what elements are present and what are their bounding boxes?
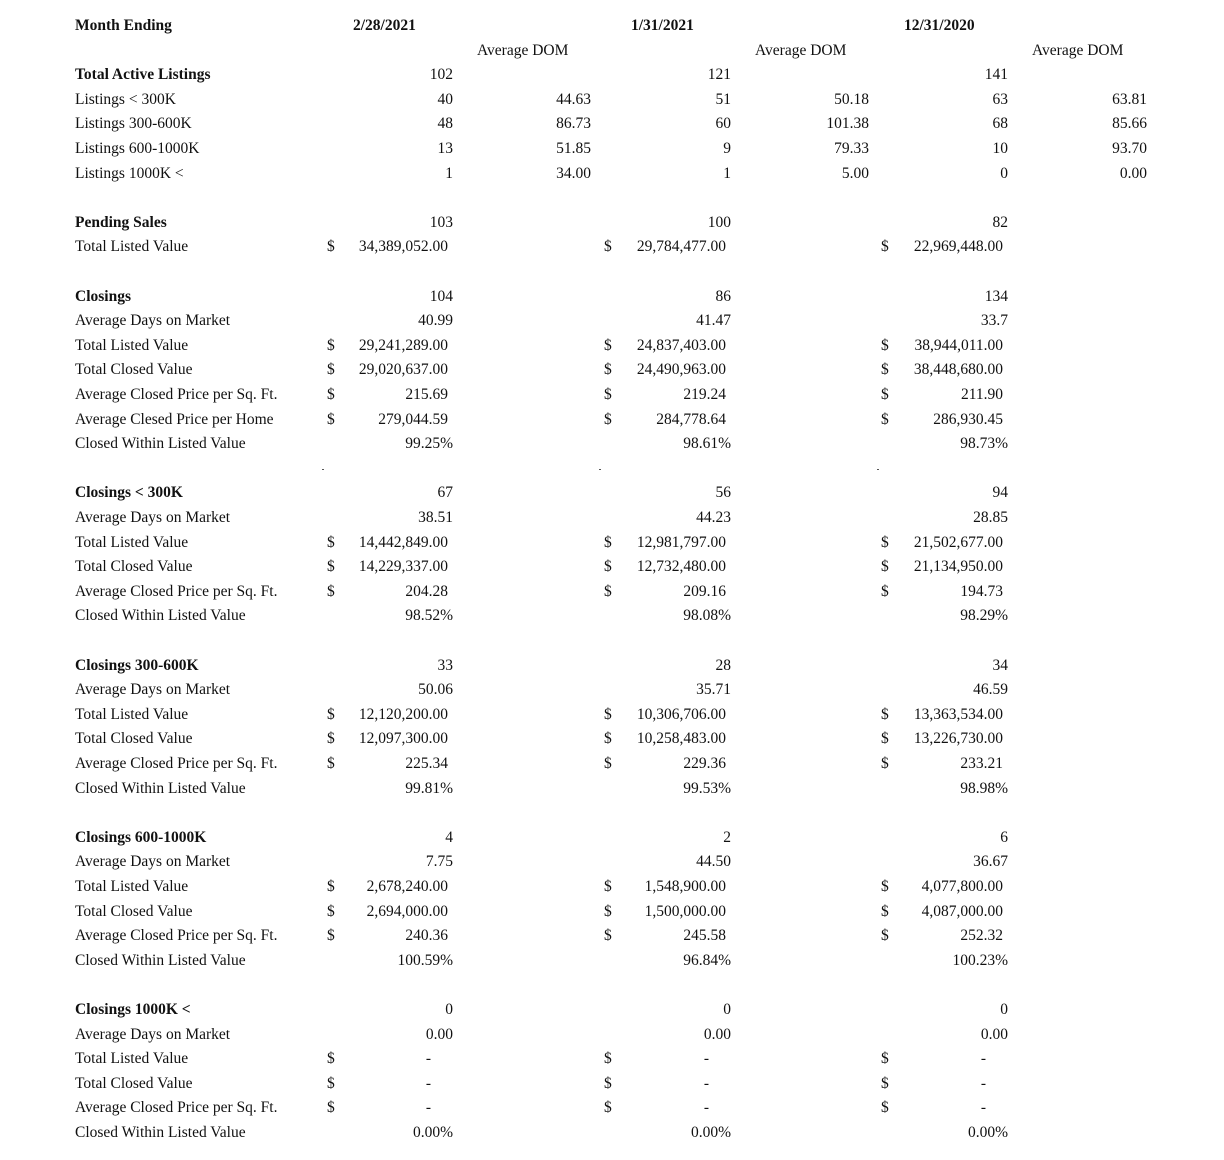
row-value: 279,044.59 bbox=[378, 411, 448, 428]
row-value: 0 bbox=[1000, 165, 1008, 182]
row-value: 4,077,800.00 bbox=[921, 878, 1003, 895]
section-total: 86 bbox=[715, 288, 731, 305]
section-total: 33 bbox=[437, 657, 453, 674]
section-title: Pending Sales bbox=[75, 214, 167, 231]
row-value: 40 bbox=[437, 91, 453, 108]
currency-symbol: $ bbox=[881, 558, 889, 575]
currency-symbol: $ bbox=[881, 238, 889, 255]
currency-symbol: $ bbox=[327, 558, 335, 575]
row-value: 98.29% bbox=[960, 607, 1008, 624]
section-total: 104 bbox=[429, 288, 453, 305]
currency-symbol: $ bbox=[604, 706, 612, 723]
currency-symbol: $ bbox=[881, 583, 889, 600]
row-value: 21,502,677.00 bbox=[913, 534, 1003, 551]
row-average-dom: 50.18 bbox=[834, 91, 869, 108]
row-value: 13,363,534.00 bbox=[913, 706, 1003, 723]
row-label: Average Closed Price per Sq. Ft. bbox=[75, 927, 278, 944]
row-value: 225.34 bbox=[405, 755, 448, 772]
row-value: 14,229,337.00 bbox=[358, 558, 448, 575]
row-value: 98.98% bbox=[960, 780, 1008, 797]
section-total: 0 bbox=[723, 1001, 731, 1018]
row-label: Total Closed Value bbox=[75, 1075, 193, 1092]
month-ending-label: Month Ending bbox=[75, 17, 172, 34]
row-value: 34,389,052.00 bbox=[358, 238, 448, 255]
row-value: 209.16 bbox=[683, 583, 726, 600]
row-value: 0.00 bbox=[980, 1026, 1008, 1043]
section-total: 94 bbox=[992, 484, 1008, 501]
period-header: 2/28/2021 bbox=[353, 17, 416, 34]
row-label: Listings 300-600K bbox=[75, 115, 192, 132]
currency-symbol: $ bbox=[327, 730, 335, 747]
row-average-dom: 101.38 bbox=[826, 115, 869, 132]
row-value: 22,969,448.00 bbox=[913, 238, 1003, 255]
section-total: 56 bbox=[715, 484, 731, 501]
row-value: 13 bbox=[437, 140, 453, 157]
period-header: 12/31/2020 bbox=[904, 17, 975, 34]
currency-symbol: $ bbox=[604, 1050, 612, 1067]
currency-symbol: $ bbox=[327, 1099, 335, 1116]
currency-symbol: $ bbox=[604, 730, 612, 747]
row-value: 24,490,963.00 bbox=[636, 361, 726, 378]
currency-symbol: $ bbox=[604, 755, 612, 772]
section-total: 100 bbox=[707, 214, 731, 231]
currency-symbol: $ bbox=[327, 1075, 335, 1092]
section-title: Closings 600-1000K bbox=[75, 829, 207, 846]
row-label: Total Listed Value bbox=[75, 706, 189, 723]
currency-symbol: $ bbox=[881, 361, 889, 378]
row-value: 33.7 bbox=[980, 312, 1008, 329]
currency-symbol: $ bbox=[604, 878, 612, 895]
row-value: 12,120,200.00 bbox=[358, 706, 448, 723]
row-average-dom: 34.00 bbox=[556, 165, 591, 182]
section-total: 82 bbox=[992, 214, 1008, 231]
row-value: 1 bbox=[445, 165, 453, 182]
row-value: - bbox=[425, 1075, 431, 1092]
separator-tick bbox=[322, 469, 324, 470]
row-value: 98.52% bbox=[405, 607, 453, 624]
row-label: Total Listed Value bbox=[75, 1050, 189, 1067]
row-value: 99.81% bbox=[405, 780, 453, 797]
row-label: Average Closed Price per Sq. Ft. bbox=[75, 755, 278, 772]
row-value: 63 bbox=[992, 91, 1008, 108]
currency-symbol: $ bbox=[604, 1099, 612, 1116]
section-title: Closings bbox=[75, 288, 131, 305]
row-label: Listings 600-1000K bbox=[75, 140, 200, 157]
row-label: Total Listed Value bbox=[75, 878, 189, 895]
row-value: 99.25% bbox=[405, 435, 453, 452]
row-value: 7.75 bbox=[425, 853, 453, 870]
row-value: 46.59 bbox=[973, 681, 1008, 698]
section-total: 6 bbox=[1000, 829, 1008, 846]
row-average-dom: 86.73 bbox=[556, 115, 591, 132]
section-total: 4 bbox=[445, 829, 453, 846]
row-value: 44.50 bbox=[696, 853, 731, 870]
row-value: 10 bbox=[992, 140, 1008, 157]
currency-symbol: $ bbox=[881, 903, 889, 920]
row-value: 0.00% bbox=[690, 1124, 731, 1141]
section-total: 103 bbox=[429, 214, 453, 231]
row-value: 0.00 bbox=[703, 1026, 731, 1043]
row-value: 68 bbox=[992, 115, 1008, 132]
row-value: - bbox=[703, 1075, 709, 1092]
row-label: Listings 1000K < bbox=[75, 165, 184, 182]
row-value: 240.36 bbox=[405, 927, 448, 944]
section-title: Closings < 300K bbox=[75, 484, 183, 501]
section-total: 121 bbox=[707, 66, 731, 83]
row-value: 12,097,300.00 bbox=[358, 730, 448, 747]
row-value: - bbox=[980, 1099, 986, 1116]
row-value: 2,678,240.00 bbox=[366, 878, 448, 895]
row-average-dom: 79.33 bbox=[834, 140, 869, 157]
currency-symbol: $ bbox=[881, 1075, 889, 1092]
row-value: 96.84% bbox=[683, 952, 731, 969]
row-label: Listings < 300K bbox=[75, 91, 176, 108]
separator-tick bbox=[877, 469, 879, 470]
row-label: Average Days on Market bbox=[75, 681, 231, 698]
currency-symbol: $ bbox=[327, 927, 335, 944]
section-total: 102 bbox=[429, 66, 453, 83]
row-value: 284,778.64 bbox=[656, 411, 726, 428]
section-total: 28 bbox=[715, 657, 731, 674]
average-dom-header: Average DOM bbox=[477, 42, 569, 59]
row-value: 0.00 bbox=[425, 1026, 453, 1043]
row-value: 41.47 bbox=[696, 312, 731, 329]
row-value: - bbox=[425, 1099, 431, 1116]
row-value: 24,837,403.00 bbox=[636, 337, 726, 354]
row-value: 211.90 bbox=[960, 386, 1003, 403]
currency-symbol: $ bbox=[881, 337, 889, 354]
row-label: Average Days on Market bbox=[75, 509, 231, 526]
row-label: Average Days on Market bbox=[75, 1026, 231, 1043]
row-value: 28.85 bbox=[973, 509, 1008, 526]
row-value: 219.24 bbox=[683, 386, 726, 403]
row-value: 229.36 bbox=[683, 755, 726, 772]
row-label: Closed Within Listed Value bbox=[75, 952, 246, 969]
currency-symbol: $ bbox=[327, 238, 335, 255]
section-total: 2 bbox=[723, 829, 731, 846]
currency-symbol: $ bbox=[604, 927, 612, 944]
row-value: 38,944,011.00 bbox=[914, 337, 1003, 354]
row-label: Total Listed Value bbox=[75, 534, 189, 551]
row-value: 4,087,000.00 bbox=[921, 903, 1003, 920]
row-value: 38.51 bbox=[418, 509, 453, 526]
currency-symbol: $ bbox=[327, 411, 335, 428]
row-average-dom: 85.66 bbox=[1112, 115, 1147, 132]
row-label: Average Days on Market bbox=[75, 312, 231, 329]
section-total: 0 bbox=[1000, 1001, 1008, 1018]
row-value: 1,500,000.00 bbox=[644, 903, 726, 920]
currency-symbol: $ bbox=[604, 1075, 612, 1092]
row-value: - bbox=[703, 1050, 709, 1067]
currency-symbol: $ bbox=[881, 755, 889, 772]
row-value: 98.61% bbox=[683, 435, 731, 452]
row-label: Average Days on Market bbox=[75, 853, 231, 870]
section-total: 67 bbox=[437, 484, 453, 501]
currency-symbol: $ bbox=[327, 903, 335, 920]
currency-symbol: $ bbox=[604, 361, 612, 378]
row-value: 233.21 bbox=[960, 755, 1003, 772]
row-value: 99.53% bbox=[683, 780, 731, 797]
row-value: 10,306,706.00 bbox=[636, 706, 726, 723]
currency-symbol: $ bbox=[327, 1050, 335, 1067]
row-value: 9 bbox=[723, 140, 731, 157]
row-label: Average Closed Price per Sq. Ft. bbox=[75, 386, 278, 403]
row-value: 1,548,900.00 bbox=[644, 878, 726, 895]
row-label: Average Clesed Price per Home bbox=[75, 411, 274, 428]
row-label: Total Closed Value bbox=[75, 361, 193, 378]
currency-symbol: $ bbox=[881, 1099, 889, 1116]
currency-symbol: $ bbox=[881, 386, 889, 403]
row-label: Total Closed Value bbox=[75, 558, 193, 575]
row-label: Average Closed Price per Sq. Ft. bbox=[75, 1099, 278, 1116]
row-value: 10,258,483.00 bbox=[636, 730, 726, 747]
row-value: 35.71 bbox=[696, 681, 731, 698]
row-label: Closed Within Listed Value bbox=[75, 607, 246, 624]
row-label: Total Closed Value bbox=[75, 730, 193, 747]
row-label: Closed Within Listed Value bbox=[75, 780, 246, 797]
row-label: Closed Within Listed Value bbox=[75, 1124, 246, 1141]
currency-symbol: $ bbox=[881, 927, 889, 944]
row-value: 36.67 bbox=[973, 853, 1008, 870]
currency-symbol: $ bbox=[327, 583, 335, 600]
section-total: 141 bbox=[984, 66, 1008, 83]
currency-symbol: $ bbox=[327, 878, 335, 895]
row-value: - bbox=[703, 1099, 709, 1116]
currency-symbol: $ bbox=[881, 706, 889, 723]
currency-symbol: $ bbox=[327, 337, 335, 354]
average-dom-header: Average DOM bbox=[1032, 42, 1124, 59]
currency-symbol: $ bbox=[881, 730, 889, 747]
section-total: 134 bbox=[984, 288, 1008, 305]
currency-symbol: $ bbox=[881, 878, 889, 895]
row-value: 60 bbox=[715, 115, 731, 132]
row-value: - bbox=[425, 1050, 431, 1067]
currency-symbol: $ bbox=[604, 238, 612, 255]
currency-symbol: $ bbox=[881, 411, 889, 428]
separator-tick bbox=[599, 469, 601, 470]
row-value: 29,241,289.00 bbox=[358, 337, 448, 354]
row-value: 0.00% bbox=[967, 1124, 1008, 1141]
currency-symbol: $ bbox=[881, 534, 889, 551]
row-average-dom: 0.00 bbox=[1119, 165, 1147, 182]
row-average-dom: 93.70 bbox=[1112, 140, 1147, 157]
currency-symbol: $ bbox=[327, 755, 335, 772]
row-value: 44.23 bbox=[696, 509, 731, 526]
currency-symbol: $ bbox=[327, 534, 335, 551]
currency-symbol: $ bbox=[604, 583, 612, 600]
row-value: 13,226,730.00 bbox=[913, 730, 1003, 747]
currency-symbol: $ bbox=[604, 386, 612, 403]
row-value: 14,442,849.00 bbox=[358, 534, 448, 551]
currency-symbol: $ bbox=[327, 361, 335, 378]
row-value: 215.69 bbox=[405, 386, 448, 403]
average-dom-header: Average DOM bbox=[755, 42, 847, 59]
row-value: 286,930.45 bbox=[933, 411, 1003, 428]
currency-symbol: $ bbox=[604, 337, 612, 354]
row-value: 29,020,637.00 bbox=[358, 361, 448, 378]
row-value: 1 bbox=[723, 165, 731, 182]
row-average-dom: 63.81 bbox=[1112, 91, 1147, 108]
row-value: 100.23% bbox=[952, 952, 1008, 969]
row-value: 48 bbox=[437, 115, 453, 132]
currency-symbol: $ bbox=[604, 534, 612, 551]
row-value: - bbox=[980, 1050, 986, 1067]
row-label: Total Listed Value bbox=[75, 238, 189, 255]
currency-symbol: $ bbox=[604, 411, 612, 428]
row-value: 50.06 bbox=[418, 681, 453, 698]
section-title: Total Active Listings bbox=[75, 66, 211, 83]
row-label: Total Listed Value bbox=[75, 337, 189, 354]
row-average-dom: 44.63 bbox=[556, 91, 591, 108]
row-value: 204.28 bbox=[405, 583, 448, 600]
row-value: - bbox=[980, 1075, 986, 1092]
row-value: 51 bbox=[715, 91, 731, 108]
section-total: 0 bbox=[445, 1001, 453, 1018]
row-average-dom: 51.85 bbox=[556, 140, 591, 157]
period-header: 1/31/2021 bbox=[631, 17, 694, 34]
row-value: 2,694,000.00 bbox=[366, 903, 448, 920]
row-label: Closed Within Listed Value bbox=[75, 435, 246, 452]
row-value: 98.08% bbox=[683, 607, 731, 624]
section-title: Closings 1000K < bbox=[75, 1001, 191, 1018]
row-value: 38,448,680.00 bbox=[913, 361, 1003, 378]
row-value: 194.73 bbox=[960, 583, 1003, 600]
row-value: 100.59% bbox=[397, 952, 453, 969]
currency-symbol: $ bbox=[327, 706, 335, 723]
row-value: 12,732,480.00 bbox=[636, 558, 726, 575]
currency-symbol: $ bbox=[604, 558, 612, 575]
currency-symbol: $ bbox=[881, 1050, 889, 1067]
row-value: 21,134,950.00 bbox=[913, 558, 1003, 575]
row-value: 98.73% bbox=[960, 435, 1008, 452]
row-value: 0.00% bbox=[412, 1124, 453, 1141]
currency-symbol: $ bbox=[327, 386, 335, 403]
section-total: 34 bbox=[992, 657, 1008, 674]
row-average-dom: 5.00 bbox=[841, 165, 869, 182]
row-value: 12,981,797.00 bbox=[636, 534, 726, 551]
row-value: 40.99 bbox=[418, 312, 453, 329]
row-value: 29,784,477.00 bbox=[636, 238, 726, 255]
currency-symbol: $ bbox=[604, 903, 612, 920]
section-title: Closings 300-600K bbox=[75, 657, 199, 674]
row-value: 252.32 bbox=[960, 927, 1003, 944]
row-label: Average Closed Price per Sq. Ft. bbox=[75, 583, 278, 600]
row-label: Total Closed Value bbox=[75, 903, 193, 920]
row-value: 245.58 bbox=[683, 927, 726, 944]
